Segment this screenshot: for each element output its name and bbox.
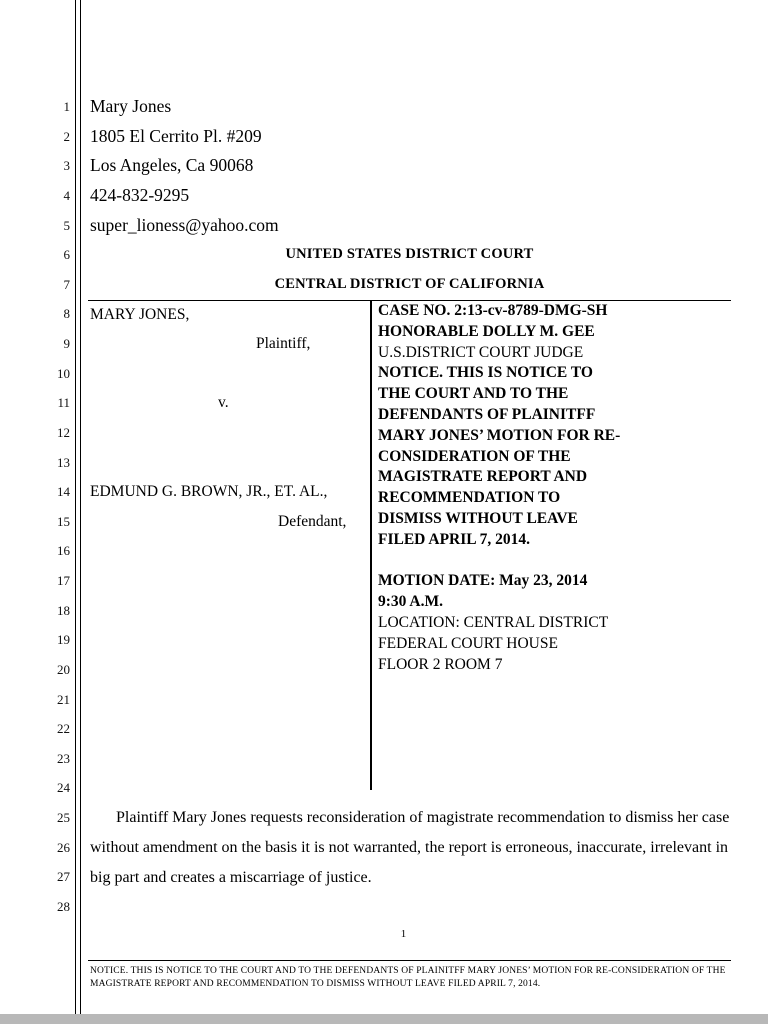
case-info-column [378, 301, 730, 675]
line-number: 27 [57, 869, 70, 885]
line-number: 16 [57, 543, 70, 559]
body-paragraph: Plaintiff Mary Jones requests reconsideration of magistrate recommendation to dismiss her case without amendment on the basis it is not warranted, the report is erroneous, inaccurate, irrelevant in big part and creates a miscarriage of justice. [90, 809, 730, 886]
line-number: 24 [57, 780, 70, 796]
page-number: 1 [400, 928, 407, 940]
line-number: 25 [57, 810, 70, 825]
case-info-line: DISMISS WITHOUT LEAVE [378, 509, 578, 527]
pleading-double-rule [75, 0, 81, 1024]
line-number: 2 [63, 128, 70, 144]
case-info-line: MAGISTRATE REPORT AND [378, 468, 588, 486]
line-number: 20 [57, 661, 70, 677]
case-info-line: DEFENDANTS OF PLAINITFF [378, 405, 596, 423]
versus-label: v. [218, 394, 229, 412]
filer-email: super_lioness@yahoo.com [90, 214, 279, 235]
motion-info-lines [378, 571, 730, 675]
motion-info-line: FLOOR 2 ROOM 7 [378, 655, 503, 673]
line-number: 1 [63, 99, 70, 114]
case-info-line: CASE NO. 2:13-cv-8789-DMG-SH [378, 302, 608, 319]
case-info-line: RECOMMENDATION TO [378, 489, 561, 507]
line-number: 10 [57, 365, 70, 381]
line-number: 9 [63, 336, 70, 351]
line-number: 7 [63, 276, 70, 292]
line-number: 8 [63, 306, 70, 322]
motion-info-line: 9:30 A.M. [378, 593, 444, 611]
caption-divider [370, 300, 372, 790]
plaintiff-label: Plaintiff, [256, 335, 311, 353]
filer-address-line-2: Los Angeles, Ca 90068 [90, 155, 254, 176]
line-number-rail [0, 92, 70, 922]
line-number: 17 [57, 573, 70, 588]
line-number: 15 [57, 513, 70, 529]
court-name: UNITED STATES DISTRICT COURT [285, 246, 534, 263]
motion-info-line: MOTION DATE: May 23, 2014 [378, 572, 588, 590]
court-district: CENTRAL DISTRICT OF CALIFORNIA [274, 275, 545, 292]
line-number: 18 [57, 602, 70, 618]
scan-edge [0, 1014, 768, 1024]
motion-info-line: LOCATION: CENTRAL DISTRICT [378, 613, 609, 631]
line-number: 6 [63, 247, 70, 263]
line-number: 11 [57, 395, 70, 411]
line-number: 23 [57, 750, 70, 766]
case-info-line: FILED APRIL 7, 2014. [378, 530, 531, 548]
motion-info-line: FEDERAL COURT HOUSE [378, 634, 558, 652]
line-number: 3 [63, 158, 70, 174]
case-info-line: THE COURT AND TO THE [378, 385, 569, 403]
case-info-line: NOTICE. THIS IS NOTICE TO [378, 364, 593, 382]
defendant-label: Defendant, [278, 512, 347, 530]
filer-info-block [90, 92, 279, 240]
case-info-line: MARY JONES’ MOTION FOR RE- [378, 426, 621, 444]
case-notice-lines [378, 301, 730, 551]
line-number: 14 [57, 484, 70, 500]
footer-notice: NOTICE. THIS IS NOTICE TO THE COURT AND TO THE DEFENDANTS OF PLAINITFF MARY JONES’ MOTION FOR RE-CONSIDERATION OF THE MAGISTRATE REPORT AND RECOMMENDATION TO DISMISS WITHOUT LEAVE FILED APRIL 7, 2014. [90, 966, 726, 989]
line-number: 13 [57, 454, 70, 470]
line-number: 28 [57, 898, 70, 914]
line-number: 12 [57, 424, 70, 440]
case-info-line: CONSIDERATION OF THE [378, 447, 571, 465]
filer-address-line-1: 1805 El Cerrito Pl. #209 [90, 125, 262, 146]
footer-rule [88, 960, 731, 961]
filer-name: Mary Jones [90, 96, 172, 116]
case-info-line: HONORABLE DOLLY M. GEE [378, 322, 595, 340]
line-number: 21 [57, 691, 70, 707]
defendant-name: EDMUND G. BROWN, JR., ET. AL., [90, 483, 328, 501]
line-number: 4 [63, 187, 70, 203]
plaintiff-name: MARY JONES, [90, 305, 190, 323]
line-number: 19 [57, 632, 70, 648]
line-number: 22 [57, 721, 70, 737]
line-number: 5 [63, 217, 70, 233]
case-info-line: U.S.DISTRICT COURT JUDGE [378, 343, 584, 361]
filer-phone: 424-832-9295 [90, 184, 190, 205]
line-number: 26 [57, 839, 70, 855]
